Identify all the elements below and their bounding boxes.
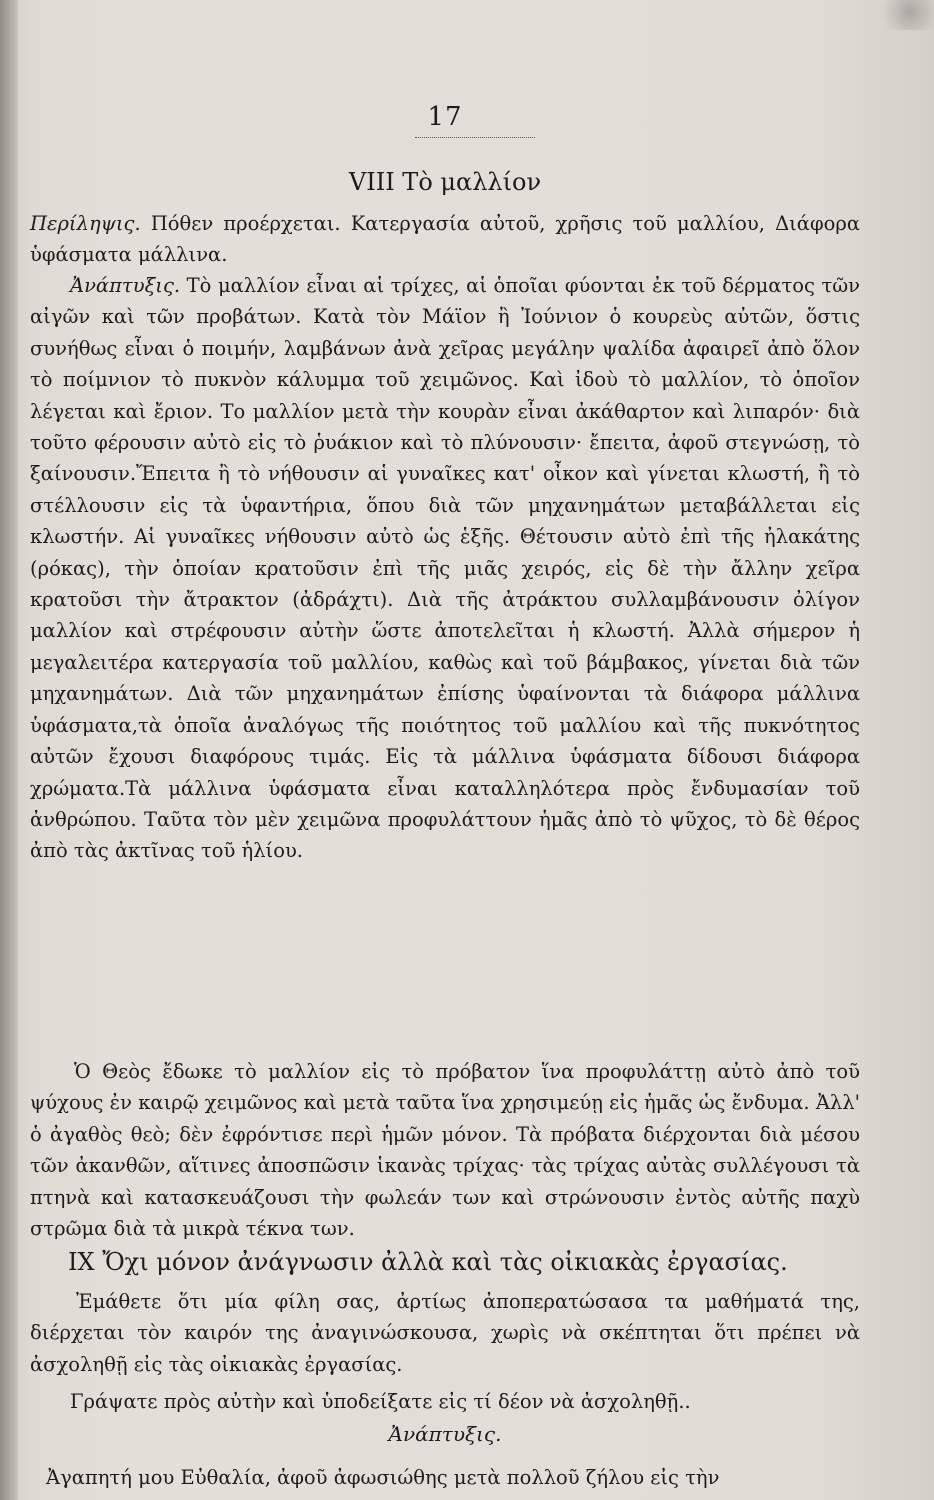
section-8-development xyxy=(30,270,860,867)
page-number: 17 xyxy=(427,102,463,132)
section-9-letter-start: Ἀγαπητή μου Εὐθαλία, ἀφοῦ ἀφωσιώθης μετὰ πολλοῦ ζήλου εἰς τὴν xyxy=(46,1466,720,1489)
section-8-closing: Ὁ Θεὸς ἔδωκε τὸ μαλλίον εἰς τὸ πρόβατον ἵνα προφυλάττῃ αὐτὸ ἀπὸ τοῦ ψύχους ἐν καιρῷ χειμῶνος καὶ μετὰ ταῦτα ἵνα χρησιμεύῃ εἰς ἡμᾶς ὡς ἔνδυμα. Ἀλλ' ὁ ἀγαθὸς θεὸ; δὲν ἐφρόντισε περὶ ἡμῶν μόνον. Τὰ πρόβατα διέρχονται διὰ μέσου τῶν ἀκανθῶν, αἵτινες ἀποσπῶσιν ἱκανὰς τρίχας· τὰς τρίχας αὐτὰς συλλέγουσι τὰ πτηνὰ καὶ κατασκευάζουσι τὴν φωλεάν των καὶ στρώνουσιν ἐντὸς αὐτῆς παχὺ στρῶμα διὰ τὰ μικρὰ τέκνα των. xyxy=(30,1060,860,1241)
section-9-subheading: Ἀνάπτυξις. xyxy=(388,1422,502,1446)
development-text: Τὸ μαλλίον εἶναι αἱ τρίχες, αἱ ὁποῖαι φύονται ἐκ τοῦ δέρματος τῶν αἰγῶν καὶ τῶν προβάτων. Κατὰ τὸν Μάϊον ἢ Ἰούνιον ὁ κουρεὺς αὐτῶν, ὅστις συνήθως εἶναι ὁ ποιμήν, λαμβάνων ἀνὰ χεῖρας μεγάλην ψαλίδα ἀφαιρεῖ ἀπὸ ὅλον τὸ ποίμνιον τὸ πυκνὸν κάλυμμα τοῦ χειμῶνος. Καὶ ἰδοὺ τὸ μαλλίον, τὸ ὁποῖον λέγεται καὶ ἔριον. Το μαλλίον μετὰ τὴν κουρὰν εἶναι ἀκάθαρτον καὶ λιπαρόν· διὰ τοῦτο φέρουσιν αὐτὸ εἰς τὸ ῥυάκιον καὶ τὸ πλύνουσιν· ἔπειτα, ἀφοῦ στεγνώσῃ, τὸ ξαίνουσιν.Ἔπειτα ἢ τὸ νήθουσιν αἱ γυναῖκες κατ' οἶκον καὶ γίνεται κλωστή, ἢ τὸ στέλλουσιν εἰς τὰ ὑφαντήρια, ὅπου διὰ τῶν μηχανημάτων μεταβάλλεται εἰς κλωστήν. Αἱ γυναῖκες νήθουσιν αὐτὸ ὡς ἑξῆς. Θέτουσιν αὐτὸ ἐπὶ τῆς ἠλακάτης (ρόκας), τὴν ὁποίαν κρατοῦσιν ἐπὶ τῆς μιᾶς χειρός, εἰς δὲ τὴν ἄλλην χεῖρα κρατοῦσι τὴν ἄτρακτον (ἀδράχτι). Διὰ τῆς ἀτράκτου συλλαμβάνουσιν ὀλίγον μαλλίον καὶ στρέφουσιν αὐτὴν ὥστε ἀποτελεῖται ἡ κλωστή. Ἀλλὰ σήμερον ἡ μεγαλειτέρα κατεργασία τοῦ μαλλίου, καθὼς καὶ τοῦ βάμβακος, γίνεται διὰ τῶν μηχανημάτων. Διὰ τῶν μηχανημάτων ἐπίσης ὑφαίνονται τὰ διάφορα μάλλινα ὑφάσματα,τὰ ὁποῖα ἀναλόγως τῆς ποιότητος τοῦ μαλλίου καὶ τῆς πυκνότητος αὐτῶν ἔχουσι διαφόρους τιμάς. Εἰς τὰ μάλλινα ὑφάσματα δίδουσι διάφορα χρώματα.Τὰ μάλλινα ὑφάσματα εἶναι καταλληλότερα πρὸς ἔνδυμασίαν τοῦ ἀνθρώπου. Ταῦτα τὸν μὲν χειμῶνα προφυλάττουν ἡμᾶς ἀπὸ τὸ ψῦχος, τὸ δὲ θέρος ἀπὸ τὰς ἀκτῖνας τοῦ ἡλίου. xyxy=(30,274,860,863)
section-9-heading: IX Ὄχι μόνον ἀνάγνωσιν ἀλλὰ καὶ τὰς οἰκιακὰς ἐργασίας. xyxy=(68,1248,788,1276)
summary-label: Περίληψις. xyxy=(30,212,141,235)
book-spine-shadow xyxy=(0,0,18,1500)
section-8-summary xyxy=(30,208,860,271)
section-9-prompt: Ἐμάθετε ὅτι μία φίλη σας, ἀρτίως ἀποπερατώσασα τα μαθήματά της, διέρχεται τὸν καιρόν της ἀναγινώσκουσα, χωρὶς νὰ σκέπτηται ὅτι πρέπει νὰ ἀσχοληθῇ εἰς τὰς οἰκιακὰς ἐργασίας. xyxy=(30,1290,860,1376)
ink-stain xyxy=(874,0,934,30)
summary-text: Πόθεν προέρχεται. Κατεργασία αὐτοῦ, χρῆσις τοῦ μαλλίου, Διάφορα ὑφάσματα μάλλινα. xyxy=(30,212,860,267)
header-rule xyxy=(415,137,535,138)
section-9-task: Γράψατε πρὸς αὐτὴν καὶ ὑποδείξατε εἰς τί δέον νὰ ἀσχοληθῇ.. xyxy=(70,1390,691,1413)
section-8-heading: VIII Τὸ μαλλίον xyxy=(348,168,542,196)
development-label: Ἀνάπτυξις. xyxy=(70,274,181,297)
